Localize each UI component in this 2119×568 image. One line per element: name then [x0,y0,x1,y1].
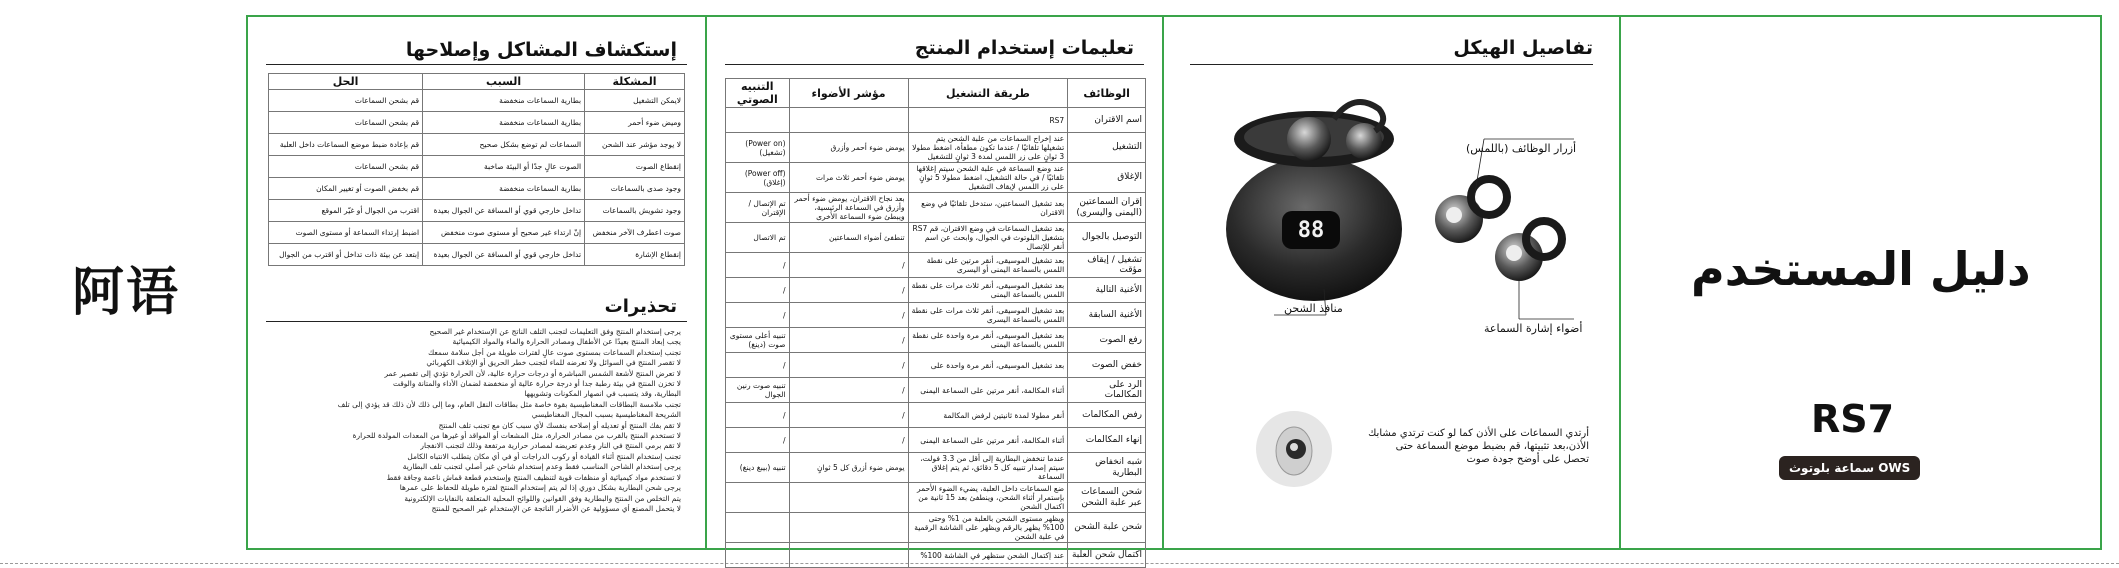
table-cell: أثناء المكالمة، أنقر مرتين على السماعة اليمنى [908,428,1068,453]
title-rule [1190,64,1593,65]
structure-title: تفاصيل الهيكل [1453,37,1593,59]
warning-item: يرجى شحن البطارية بشكل دوري إذا لم يتم إستخدام المنتج لفترة طويلة للحفاظ على عمرها [399,483,681,493]
warnings-list [271,327,681,514]
table-cell: (Power on) (تشغيل) [726,133,790,163]
wearing-caption-line: أرتدي السماعات على الأذن كما لو كنت ترتدي مشابك [1368,428,1589,439]
table-row [726,163,1146,193]
table-cell: تداخل خارجي قوي أو المسافة عن الجوال بعيدة [423,200,585,222]
table-cell: تداخل خارجي قوي أو المسافة عن الجوال بعيدة [423,244,585,266]
table-cell: الإغلاق [1068,163,1146,193]
wearing-caption [1349,427,1589,466]
table-cell: اكتمال شحن العلبة [1068,543,1146,568]
warning-item: تجنب ملامسة البطاقات المغناطيسية بقوة خاصة مثل بطاقات النقل العام، وما إلى ذلك لأن ذلك قد يؤدي إلى تلف [337,399,681,409]
table-cell [726,513,790,543]
warning-item: يتم التخلص من المنتج والبطارية وفق القوانين واللوائح المحلية المتعلقة بالنفايات الإلكترونية [404,493,681,503]
usage-title: تعليمات إستخدام المنتج [914,37,1134,59]
table-cell: بعد تشغيل السماعتين، ستدخل تلقائيًا في وضع الاقتران [908,193,1068,223]
table-cell: بعد تشغيل الموسيقى، أنقر ثلاث مرات على نقطة اللمس بالسماعة اليسرى [908,303,1068,328]
table-row [726,303,1146,328]
table-cell [726,543,790,568]
cover-title: دليل المستخدم [1691,242,2031,296]
table-cell: قم بإعادة ضبط موضع السماعات داخل العلبة [269,134,423,156]
table-row [726,378,1146,403]
table-row [726,223,1146,253]
table-cell: إنهاء المكالمات [1068,428,1146,453]
table-cell: ويظهر مستوى الشحن بالعلبة من 1% وحتى 100% يظهر بالرقم ويظهر على الشاشة الرقمية في علبة الشحن [908,513,1068,543]
title-rule [725,64,1144,65]
troubleshooting-title: إستكشاف المشاكل وإصلاحها [405,39,677,61]
table-cell: السماعات لم توضع بشكل صحيح [423,134,585,156]
table-cell: وجود صدى بالسماعات [585,178,685,200]
table-cell: وميض ضوء أحمر [585,112,685,134]
table-cell: تم الإتصال / الإقتران [726,193,790,223]
table-cell: خفض الصوت [1068,353,1146,378]
table-row [269,156,685,178]
usage-panel [705,17,1162,560]
table-cell: اضبط إرتداء السماعة أو مستوى الصوت [269,222,423,244]
table-cell: الرد على المكالمات [1068,378,1146,403]
troubleshooting-panel [248,17,705,548]
table-cell: / [789,378,908,403]
table-cell: بعد تشغيل الموسيقى، أنقر مرة واحدة على [908,353,1068,378]
table-row [726,403,1146,428]
table-cell: بعد تشغيل الموسيقى، أنقر ثلاث مرات على نقطة اللمس بالسماعة اليمنى [908,278,1068,303]
warning-item: لا تقم برمي المنتج في النار وعدم تعريضه لمصادر حرارية مرتفعة وذلك لتجنب الانفجار [420,441,681,451]
warning-item: لا تستخدم مواد كيميائية أو منظفات قوية لتنظيف المنتج وإستخدم قطعة قماش ناعمة وجافة فقط [386,472,681,482]
table-cell: لا يوجد مؤشر عند الشحن [585,134,685,156]
table-cell: تنطفئ أضواء السماعتين [789,223,908,253]
table-cell: أثناء المكالمة، أنقر مرتين على السماعة اليمنى [908,378,1068,403]
table-cell: قم بشحن السماعات [269,90,423,112]
table-header-cell: المشكلة [585,74,685,90]
table-cell [726,483,790,513]
table-cell: رفع الصوت [1068,328,1146,353]
table-cell: / [789,328,908,353]
table-cell: / [726,253,790,278]
table-cell: صوت اعطرف الآخر منخفض [585,222,685,244]
callout-buttons: أزرار الوظائف (باللمس) [1466,142,1577,155]
table-row [726,328,1146,353]
language-label: 阿语 [72,263,181,323]
table-cell: إنقطاع الإشارة [585,244,685,266]
table-row [726,483,1146,513]
warnings-rule [266,321,687,322]
product-badge: OWS سماعة بلوتوث [1779,456,1920,480]
usage-table [725,78,1146,568]
table-cell: الأغنية السابقة [1068,303,1146,328]
warning-item: لا يتحمل المصنع أي مسؤولية عن الأضرار الناتجة عن الإستخدام غير الصحيح للمنتج [431,503,681,513]
table-cell: / [789,278,908,303]
table-row [726,453,1146,483]
table-cell: أنقر مطولا لمدة ثانيتين لرفض المكالمة [908,403,1068,428]
table-cell: بعد تشغيل السماعات في وضع الاقتران، قم RS7 بتشغيل البلوتوث في الجوال، وابحث عن اسم أنقر للإتصال [908,223,1068,253]
table-cell: شحن السماعات عبر علبة الشحن [1068,483,1146,513]
manual-sheet [246,15,2102,560]
table-header-cell: السبب [423,74,585,90]
table-cell: / [726,278,790,303]
table-row [269,244,685,266]
table-cell: قم بشحن السماعات [269,112,423,134]
table-row [726,543,1146,568]
table-row [726,428,1146,453]
earbuds-illustration [1214,79,1594,339]
table-cell: عندما تنخفض البطارية إلى أقل من 3.3 فولت، سيتم إصدار تنبيه كل 5 دقائق، ثم يتم إغلاق السماعة [908,453,1068,483]
table-row [269,200,685,222]
table-cell: لايمكن التشغيل [585,90,685,112]
table-header-cell: طريقة التشغيل [908,79,1068,108]
table-row [269,90,685,112]
table-cell: قم بخفض الصوت أو تغيير المكان [269,178,423,200]
earbud-right [1495,221,1562,281]
table-row [726,253,1146,278]
table-cell: بطارية السماعات منخفضة [423,90,585,112]
table-row [269,178,685,200]
table-cell: تم الاتصال [726,223,790,253]
table-header-cell: الوظائف [1068,79,1146,108]
table-cell: ضع السماعات داخل العلبة، يضيء الضوء الأحمر بإستمرار أثناء الشحن، وينطفئ بعد 15 ثانية من اكتمال الشحن [908,483,1068,513]
table-cell: / [726,303,790,328]
table-cell: عند وضع السماعة في علبة الشحن سيتم إغلاقها تلقائيًا / في حالة التشغيل، اضغط مطولا 5 ثوانٍ على زر اللمس لإيقاف التشغيل [908,163,1068,193]
table-cell: / [726,403,790,428]
warning-item: الشريحة المغناطيسية بسبب المجال المغناطيسي [531,410,681,420]
table-cell: إقران السماعتين (اليمنى واليسرى) [1068,193,1146,223]
table-cell [789,483,908,513]
table-header-cell: مؤشر الأضواء [789,79,908,108]
table-cell: الأغنية التالية [1068,278,1146,303]
table-cell: إنقطاع الصوت [585,156,685,178]
troubleshooting-table [268,73,685,266]
structure-panel [1162,17,1619,548]
table-cell: / [789,428,908,453]
table-cell: إبتعد عن بيئة ذات تداخل أو اقترب من الجوال [269,244,423,266]
warning-item: لا تعرض المنتج لأشعة الشمس المباشرة أو درجات حرارة عالية، لأن الحرارة تؤدي إلى تقصير عمر [384,368,681,378]
table-cell: شبه انخفاض البطارية [1068,453,1146,483]
table-cell [789,543,908,568]
table-cell: بعد تشغيل الموسيقى، أنقر مرتين على نقطة اللمس بالسماعة اليمنى أو اليسرى [908,253,1068,278]
warning-item: تجنب إستخدام السماعات بمستوى صوت عالٍ لفترات طويلة من أجل سلامة سمعك [428,347,681,357]
wearing-illustration [1254,409,1334,489]
table-cell: / [789,403,908,428]
model-name: RS7 [1811,397,1895,441]
table-row [726,278,1146,303]
title-rule [266,64,687,65]
table-cell [789,513,908,543]
table-cell: التشغيل [1068,133,1146,163]
table-row [269,134,685,156]
table-cell: / [789,253,908,278]
callout-lights: أضواء إشارة السماعة [1484,322,1583,335]
table-cell: عند إخراج السماعات من علبة الشحن يتم تشغيلها تلقائيًا / عندما تكون مطفأة، اضغط مطولا 3 ثوانٍ على زر اللمس لمدة 3 ثوانٍ للتشغيل [908,133,1068,163]
earbud-left [1435,179,1507,243]
table-cell: يومض ضوء أحمر ثلاث مرات [789,163,908,193]
case-display-digits: 88 [1297,218,1325,243]
table-cell: بعد نجاح الاقتران، يومض ضوء أحمر وأزرق في السماعة الرئيسية، ويبطئ ضوء السماعة الأخرى [789,193,908,223]
table-cell: بطارية السماعات منخفضة [423,178,585,200]
warning-item: لا تقم بفك المنتج أو تعديله أو إصلاحه بنفسك لأي سبب كان مع تجنب تلف المنتج [438,420,681,430]
warning-item: يرجى إستخدام الشاحن المناسب فقط وعدم إستخدام شاحن غير أصلي لتجنب تلف البطارية [402,462,681,472]
table-cell: رفض المكالمات [1068,403,1146,428]
table-cell: اقترب من الجوال أو غيّر الموقع [269,200,423,222]
table-cell: تنبيه (بيبغ دينغ) [726,453,790,483]
table-header-cell: الحل [269,74,423,90]
table-row [726,513,1146,543]
table-cell: RS7 [908,108,1068,133]
charging-case [1226,102,1402,301]
table-row [269,112,685,134]
table-cell: إنّ ارتداء غير صحيح أو مستوى صوت منخفض [423,222,585,244]
cover-panel [1619,17,2102,548]
table-header-cell: التنبيه الصوتي [726,79,790,108]
table-cell [726,108,790,133]
table-cell: / [789,353,908,378]
table-cell: بعد تشغيل الموسيقى، أنقر مرة واحدة على نقطة اللمس بالسماعة اليمنى [908,328,1068,353]
warning-item: لا تستخدم المنتج بالقرب من مصادر الحرارة، مثل المشعات أو المواقد أو غيرها من المعدات المولدة للحرارة [352,431,681,441]
table-cell: بطارية السماعات منخفضة [423,112,585,134]
warning-item: البطارية، وقد يتسبب في انصهار المكونات وتشويهها [524,389,681,399]
table-row [726,193,1146,223]
table-cell: الصوت عالٍ جدًا أو البيئة صاخبة [423,156,585,178]
table-cell: / [726,428,790,453]
warnings-title: تحذيرات [604,296,677,317]
table-cell: / [726,353,790,378]
table-cell: شحن علبة الشحن [1068,513,1146,543]
wearing-caption-line: تحصل على أوضح جودة صوت [1466,454,1589,465]
warning-item: لا تقصر المنتج في السوائل ولا تعرضه للماء لتجنب خطر الحريق أو الإتلاف الكهربائي [426,358,681,368]
table-row [726,108,1146,133]
table-cell: تشغيل / إيقاف مؤقت [1068,253,1146,278]
warning-item: تجنب إستخدام المنتج أثناء القيادة أو ركوب الدراجات أو في أي مكان يتطلب الانتباه الكامل [407,451,681,461]
table-cell: التوصيل بالجوال [1068,223,1146,253]
table-cell: قم بشحن السماعات [269,156,423,178]
table-cell: تنبيه أعلى مستوى صوت (دينغ) [726,328,790,353]
table-cell: يومض ضوء أزرق كل 5 ثوانٍ [789,453,908,483]
callout-port: منافذ الشحن [1284,302,1343,315]
warning-item: يرجى إستخدام المنتج وفق التعليمات لتجنب التلف الناتج عن الإستخدام غير الصحيح [429,327,681,336]
table-cell: (Power off) (إغلاق) [726,163,790,193]
table-cell: اسم الاقتران [1068,108,1146,133]
table-cell: يومض ضوء أحمر وأزرق [789,133,908,163]
wearing-caption-line: الأذن،بعد تثبيتها، قم بضبط موضع السماعة حتى [1395,441,1589,452]
table-cell: وجود تشويش بالسماعات [585,200,685,222]
warning-item: لا تخزن المنتج في بيئة رطبة جدا أو درجة حرارة عالية أو منخفضة لضمان الأداء والمتانة والوقت [392,379,681,389]
warning-item: يجب إبعاد المنتج بعيدًا عن الأطفال ومصادر الحرارة والماء والمواد الكيميائية [452,337,681,347]
table-row [726,353,1146,378]
table-cell: تنبيه صوت رنين الجوال [726,378,790,403]
table-cell [789,108,908,133]
table-row [726,133,1146,163]
table-row [269,222,685,244]
table-cell: عند إكتمال الشحن ستظهر في الشاشة 100% [908,543,1068,568]
table-cell: / [789,303,908,328]
